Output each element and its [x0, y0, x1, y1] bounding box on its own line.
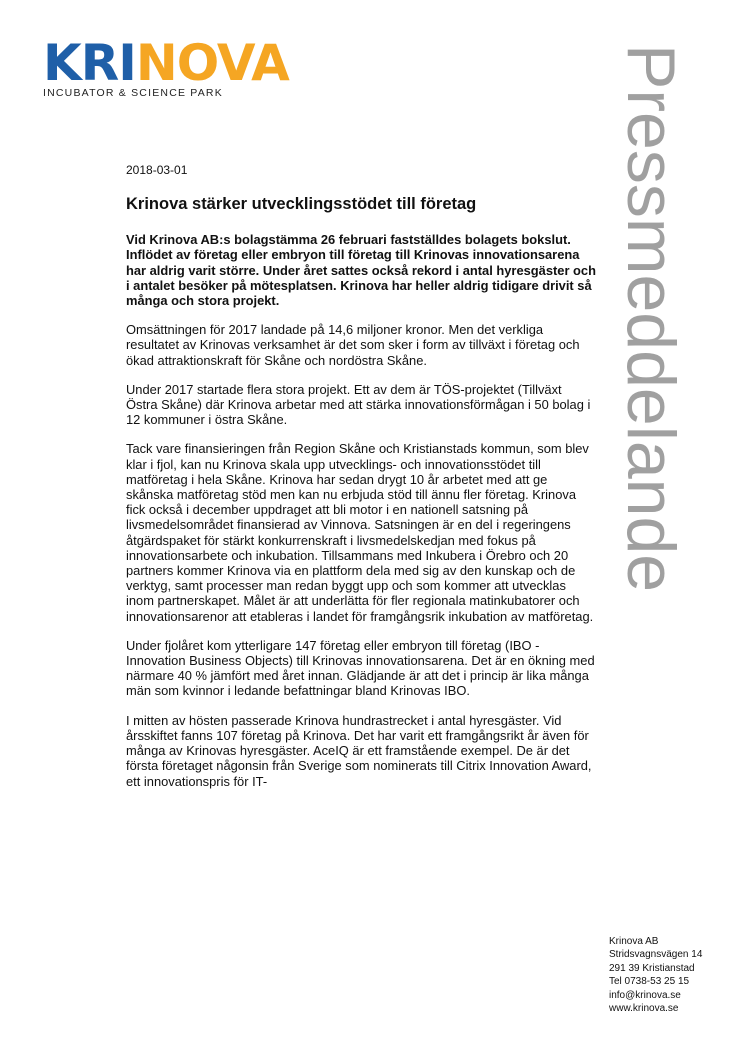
contact-footer — [609, 935, 702, 1015]
page-title: Krinova stärker utvecklingsstödet till företag — [126, 195, 477, 214]
paragraph: Under fjolåret kom ytterligare 147 företag eller embryon till företag (IBO - Innovation Business Objects) till Krinovas innovationsarena. Det är en ökning med närmare 40 % jämfört med året innan. Glädjande är att det i princip är lika många män som kvinnor i ledande befattningar bland Krinovas IBO. — [126, 637, 595, 699]
lead-paragraph: Vid Krinova AB:s bolagstämma 26 februari fastställdes bolagets bokslut. Inflödet av företag eller embryon till företag till Krinovas innovationsarena har aldrig varit större. Under året sattes också rekord i antal hyresgäster och i antalet besöker på mötesplatsen. Krinova har heller aldrig tidigare drivit så många och stora projekt. — [126, 232, 596, 309]
press-release-body — [126, 163, 596, 803]
vertical-label: Pressmeddelande — [613, 44, 689, 593]
logo-part-kri: KRI — [43, 34, 136, 92]
paragraph: Under 2017 startade flera stora projekt. Ett av dem är TÖS-projektet (Tillväxt Östra Skåne) där Krinova arbetar med att stärka innovationsförmågan i 50 bolag i 12 kommuner i östra Skåne. — [126, 381, 591, 428]
footer-phone: Tel 0738-53 25 15 — [609, 976, 690, 988]
krinova-logo — [43, 34, 289, 99]
logo-wordmark — [43, 34, 289, 92]
logo-part-nova: NOVA — [135, 34, 289, 92]
footer-street: Stridsvagnsvägen 14 — [609, 949, 703, 961]
footer-email: info@krinova.se — [609, 989, 681, 1001]
paragraph: I mitten av hösten passerade Krinova hundrastrecket i antal hyresgäster. Vid årsskiftet fanns 107 företag på Krinova. Det har varit ett framgångsrikt år även för många av Krinovas hyresgäster. AceIQ är ett framstående exempel. De är det första företaget någonsin från Sverige som nominerats till Citrix Innovation Award, ett innovationspris för IT- — [126, 712, 592, 789]
footer-web: www.krinova.se — [609, 1003, 679, 1015]
vertical-label-container — [613, 44, 692, 604]
footer-city: 291 39 Kristianstad — [609, 962, 695, 974]
logo-subtitle: INCUBATOR & SCIENCE PARK — [43, 87, 223, 99]
release-date: 2018-03-01 — [126, 163, 188, 177]
paragraph: Omsättningen för 2017 landade på 14,6 miljoner kronor. Men det verkliga resultatet av Krinovas verksamhet är det som sker i form av tillväxt i företag och ökad attraktionskraft för Skåne och nordöstra Skåne. — [126, 322, 580, 368]
footer-company: Krinova AB — [609, 936, 659, 947]
paragraph: Tack vare finansieringen från Region Skåne och Kristianstads kommun, som blev klar i fjol, kan nu Krinova skala upp utvecklings- och innovationsstödet till matföretag i hela Skåne. Krinova har sedan drygt 10 år arbetet med att ge skånska matföretag stöd men kan nu erbjuda stöd till ännu fler företag. Krinova fick också i december uppdraget att bli motor i en nationell satsning på livsmedelsområdet finansierad av Vinnova. Satsningen är en del i regeringens åtgärdspaket för stärkt konkurrenskraft i livsmedelskedjan med fokus på innovationsarbete och inkubation. Tillsammans med Inkubera i Örebro och 20 partners kommer Krinova via en plattform dela med sig av den kunskap och de verktyg, samt processer man redan byggt upp och som kommer att utvecklas inom partnerskapet. Målet är att underlätta för fler regionala matinkubatorer och innovationsarenor att etableras i landet för framgångsrik inkubation av matföretag. — [126, 441, 594, 624]
